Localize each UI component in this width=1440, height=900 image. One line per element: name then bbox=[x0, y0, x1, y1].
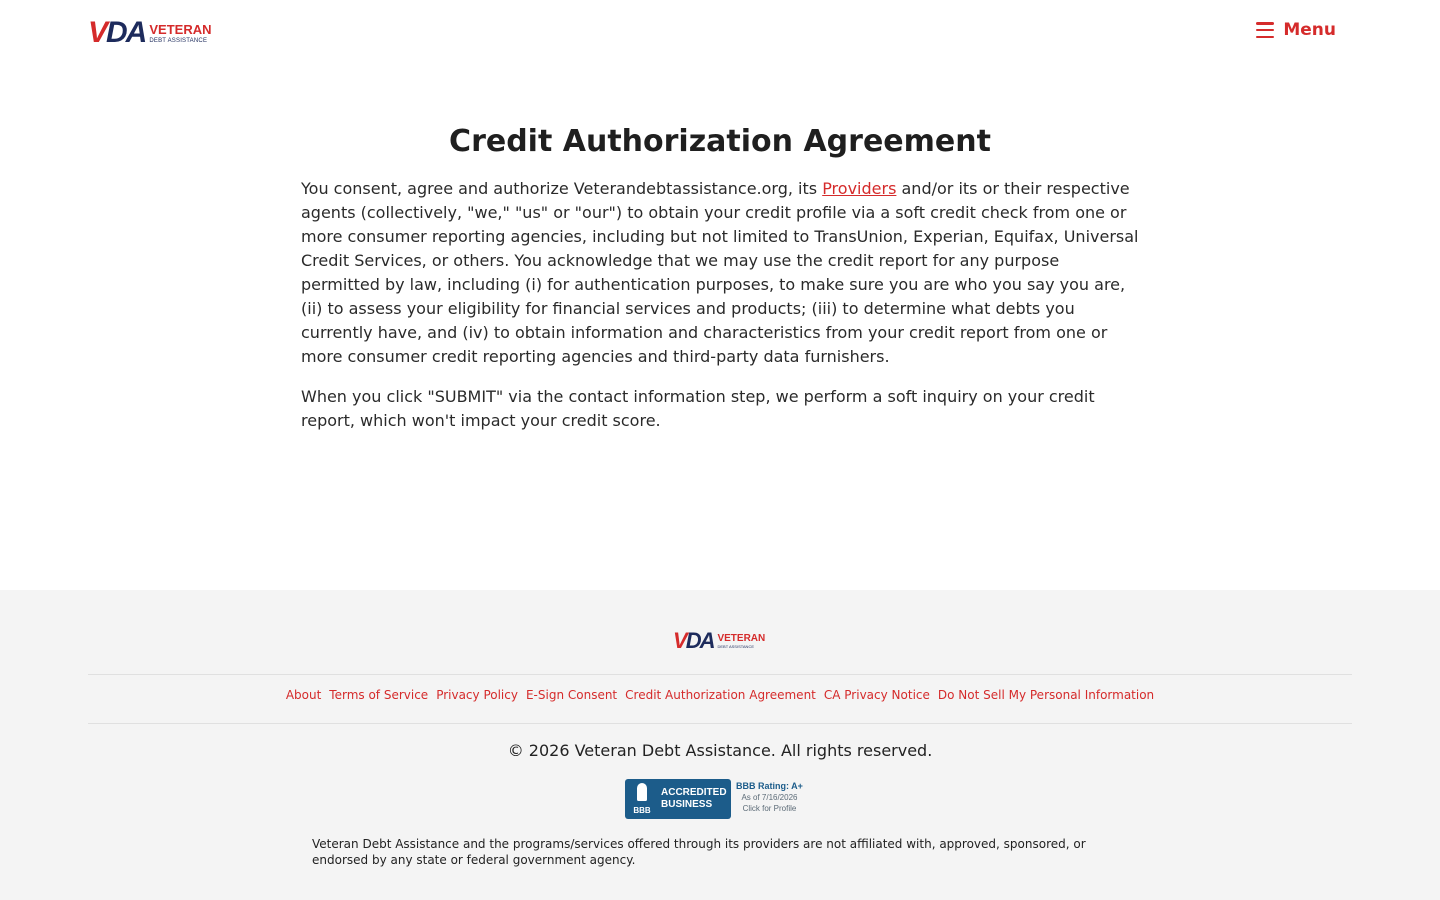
logo-mark bbox=[88, 18, 145, 48]
bbb-torch-icon bbox=[631, 783, 653, 815]
bbb-click-for-profile: Click for Profile bbox=[742, 804, 797, 813]
footer-link-about[interactable]: About bbox=[285, 688, 322, 702]
site-footer bbox=[0, 590, 1440, 900]
vda-logo[interactable] bbox=[88, 18, 211, 48]
logo-mark-da: DA bbox=[106, 16, 146, 49]
agreement-paragraph-1 bbox=[301, 177, 1139, 369]
footer-link-do-not-sell[interactable]: Do Not Sell My Personal Information bbox=[937, 688, 1155, 702]
agreement-paragraph-2: When you click "SUBMIT" via the contact information step, we perform a soft inquiry on your credit report, which won't impact your credit score. bbox=[301, 387, 1095, 430]
menu-button[interactable] bbox=[1256, 20, 1336, 40]
bbb-seal-text: BBB bbox=[633, 806, 651, 815]
bbb-accredited-line1: ACCREDITED bbox=[661, 787, 727, 798]
footer-divider-bottom bbox=[88, 723, 1352, 724]
footer-link-terms[interactable]: Terms of Service bbox=[329, 688, 429, 702]
footer-logo-word-veteran: VETERAN bbox=[717, 632, 766, 644]
bbb-badge[interactable] bbox=[625, 779, 813, 821]
footer-link-ca-privacy-notice[interactable]: CA Privacy Notice bbox=[823, 688, 930, 702]
footer-link-credit-authorization[interactable]: Credit Authorization Agreement bbox=[625, 688, 816, 702]
main-content bbox=[301, 124, 1139, 449]
menu-label: Menu bbox=[1283, 20, 1336, 40]
hamburger-icon bbox=[1256, 22, 1274, 38]
providers-link[interactable]: Providers bbox=[822, 179, 897, 198]
footer-logo-words bbox=[717, 634, 765, 649]
footer-logo-mark-v: V bbox=[673, 628, 686, 653]
logo-mark-v: V bbox=[88, 16, 107, 49]
copyright: © 2026 Veteran Debt Assistance. All rights reserved. bbox=[507, 741, 933, 760]
bbb-accredited bbox=[661, 787, 727, 811]
disclaimer: Veteran Debt Assistance and the programs/services offered through its providers are not affiliated with, approved, sponsored, or endorsed by any state or federal government agency. bbox=[312, 837, 1086, 867]
footer-links bbox=[0, 688, 1440, 702]
footer-link-esign-consent[interactable]: E-Sign Consent bbox=[525, 688, 618, 702]
para1-text-end: and/or its or their respective agents (collectively, "we," "us" or "our") to obtain your credit profile via a soft credit check from one or more consumer reporting agencies, including but not limited to TransUnion, Experian, Equifax, Universal Credit Services, or others. You acknowledge that we may use the credit report for any purpose permitted by law, including (i) for authentication purposes, to make sure you are who you say you are, (ii) to assess your eligibility for financial services and products; (iii) to determine what debts you currently have, and (iv) to obtain information and characteristics from your credit report from one or more consumer credit reporting agencies and third-party data furnishers. bbox=[301, 179, 1139, 366]
bbb-rating: BBB Rating: A+ bbox=[736, 781, 803, 791]
footer-link-privacy-policy[interactable]: Privacy Policy bbox=[436, 688, 518, 702]
footer-vda-logo[interactable] bbox=[673, 630, 765, 652]
bbb-seal bbox=[625, 779, 731, 819]
footer-logo-word-debt-assistance: DEBT ASSISTANCE bbox=[717, 643, 754, 649]
bbb-as-of: As of 7/16/2026 bbox=[741, 793, 798, 802]
footer-logo-mark bbox=[673, 630, 713, 652]
bbb-accredited-line2: BUSINESS bbox=[661, 799, 713, 810]
logo-words bbox=[149, 23, 211, 44]
footer-logo-mark-da: DA bbox=[685, 628, 714, 653]
bbb-rating-block bbox=[736, 779, 803, 821]
footer-divider-top bbox=[88, 674, 1352, 675]
logo-word-veteran: VETERAN bbox=[149, 21, 212, 37]
page-title: Credit Authorization Agreement bbox=[449, 124, 991, 159]
logo-word-debt-assistance: DEBT ASSISTANCE bbox=[149, 37, 208, 44]
para1-text-start: You consent, agree and authorize Veterandebtassistance.org, its bbox=[301, 179, 823, 198]
site-header bbox=[0, 0, 1440, 64]
